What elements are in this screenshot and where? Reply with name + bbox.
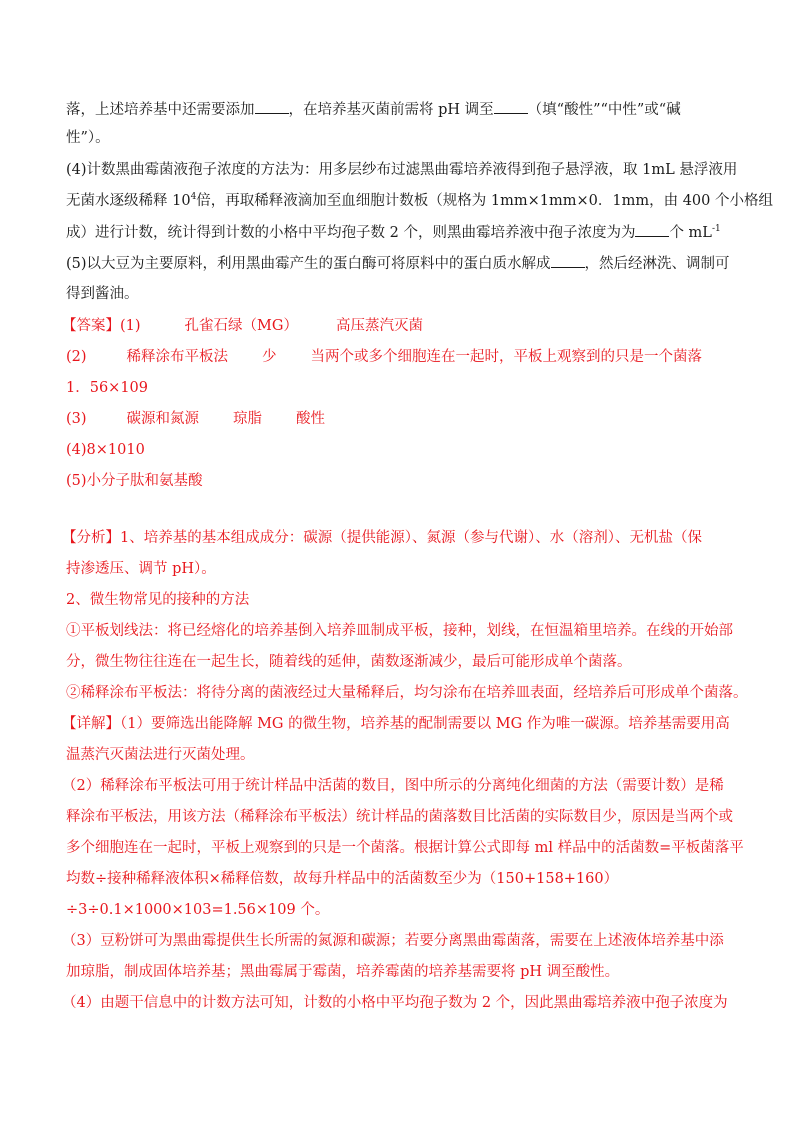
question-line-1 [66, 99, 681, 120]
answer-item: 少 [262, 349, 277, 365]
answer-item: 酸性 [296, 411, 326, 427]
answer-item: 稀释涂布平板法 [126, 349, 229, 365]
analysis-line-2: 2、微生物常见的接种的方法 [66, 592, 250, 608]
detail-line-2b: 释涂布平板法，用该方法（稀释涂布平板法）统计样品的菌落数目比活菌的实际数目少，原因是当两个或 [66, 809, 733, 825]
answer-line-2b: 1．56×109 [66, 380, 149, 396]
answer-line-1 [62, 316, 423, 336]
superscript: 4 [190, 192, 197, 202]
answer-item: 当两个或多个细胞连在一起时，平板上观察到的只是一个菌落 [310, 349, 703, 365]
answer-item: 高压蒸汽灭菌 [335, 318, 423, 334]
question-line-3: (4)计数黑曲霉菌液孢子浓度的方法为：用多层纱布过滤黑曲霉培养液得到孢子悬浮液，取 1mL 悬浮液用 [66, 162, 738, 178]
question-line-5 [66, 222, 721, 243]
answer-line-2 [66, 347, 702, 367]
answer-blank [255, 99, 289, 114]
detail-line-2c: 多个细胞连在一起时，平板上观察到的只是一个菌落。根据计算公式即每 ml 样品中的活菌数=平板菌落平 [66, 840, 744, 856]
question-text: ，然后经淋洗、调制可 [584, 256, 730, 272]
analysis-label: 【分析】 [62, 530, 120, 546]
detail-line-3b: 加琼脂，制成固体培养基；黑曲霉属于霉菌，培养霉菌的培养基需要将 pH 调至酸性。 [66, 964, 620, 980]
question-line-6 [66, 253, 730, 274]
question-text: 落，上述培养基中还需要添加 [66, 102, 255, 118]
question-line-2: 性”）。 [66, 130, 110, 146]
answer-number: (3) [66, 411, 87, 427]
analysis-line-1 [62, 528, 702, 548]
answer-blank [494, 99, 528, 114]
question-line-7: 得到酱油。 [66, 286, 139, 302]
question-text: （填“酸性”“中性”或“碱 [527, 102, 681, 118]
question-text: 无菌水逐级稀释 10 [66, 193, 191, 209]
analysis-line-1b: 持渗透压、调节 pH）。 [66, 561, 216, 577]
answer-item: 琼脂 [233, 411, 263, 427]
detail-line-3: （3）豆粉饼可为黑曲霉提供生长所需的氮源和碳源；若要分离黑曲霉菌落，需要在上述液体培养基中添 [62, 933, 724, 949]
question-text: 倍，再取稀释液滴加至血细胞计数板（规格为 1mm×1mm×0．1mm，由 400 个小格组 [196, 193, 773, 209]
detail-line-2d: 均数÷接种稀释液体积×稀释倍数，故每升样品中的活菌数至少为（150+158+160） [66, 871, 619, 887]
analysis-line-4: ②稀释涂布平板法：将待分离的菌液经过大量稀释后，均匀涂布在培养皿表面，经培养后可形成单个菌落。 [66, 685, 748, 701]
answer-blank [551, 253, 585, 268]
detail-line-1 [62, 714, 730, 734]
answer-item: 碳源和氮源 [126, 411, 200, 427]
answer-label: 【答案】 [62, 318, 120, 334]
question-text: 个 mL [669, 225, 712, 241]
analysis-text: 1、培养基的基本组成成分：碳源（提供能源）、氮源（参与代谢）、水（溶剂）、无机盐（保 [120, 530, 702, 546]
answer-item: 孔雀石绿（MG） [184, 318, 298, 334]
detail-line-2e: ÷3÷0.1×1000×103=1.56×109 个。 [66, 902, 330, 918]
question-text: 成）进行计数，统计得到计数的小格中平均孢子数 2 个，则黑曲霉培养液中孢子浓度为为 [66, 225, 636, 241]
detail-line-2: （2）稀释涂布平板法可用于统计样品中活菌的数目，图中所示的分离纯化细菌的方法（需要计数）是稀 [62, 778, 724, 794]
question-text: ，在培养基灭菌前需将 pH 调至 [288, 102, 494, 118]
answer-line-5: (5)小分子肽和氨基酸 [66, 473, 203, 489]
answer-number: (1) [120, 318, 141, 334]
question-text: (5)以大豆为主要原料，利用黑曲霉产生的蛋白酶可将原料中的蛋白质水解成 [66, 256, 551, 272]
answer-line-3 [66, 409, 325, 429]
question-line-4 [66, 191, 773, 211]
answer-number: (2) [66, 349, 87, 365]
detail-line-4: （4）由题干信息中的计数方法可知，计数的小格中平均孢子数为 2 个，因此黑曲霉培养液中孢子浓度为 [62, 995, 728, 1011]
detail-text: （1）要筛选出能降解 MG 的微生物，培养基的配制需要以 MG 作为唯一碳源。培养基需要用高 [120, 716, 730, 732]
answer-line-4: (4)8×1010 [66, 442, 145, 458]
detail-label: 【详解】 [62, 716, 120, 732]
superscript: -1 [711, 224, 721, 234]
answer-blank [635, 222, 669, 237]
detail-line-1b: 温蒸汽灭菌法进行灭菌处理。 [66, 747, 255, 763]
analysis-line-3b: 分，微生物往往连在一起生长，随着线的延伸，菌数逐渐减少，最后可能形成单个菌落。 [66, 654, 632, 670]
analysis-line-3: ①平板划线法：将已经熔化的培养基倒入培养皿制成平板，接种，划线，在恒温箱里培养。在线的开始部 [66, 623, 733, 639]
